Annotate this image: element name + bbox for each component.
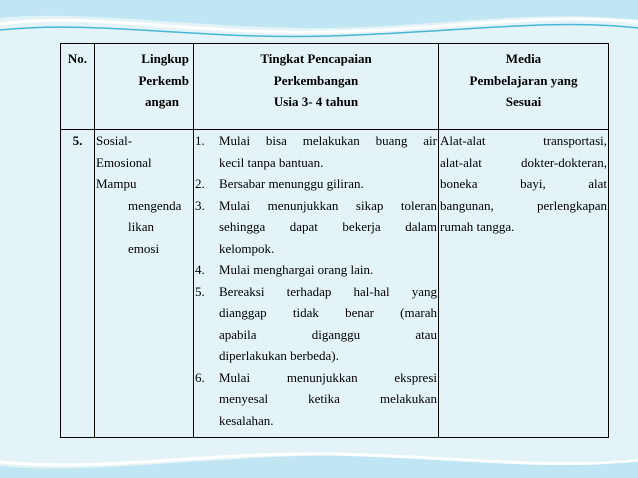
header-tingkat — [194, 44, 439, 130]
header-tingkat-line: Perkembangan — [273, 72, 359, 88]
header-lingkup — [95, 44, 194, 130]
lingkup-line: Mampu — [96, 176, 137, 191]
item-line: dianggap tidak benar (marah — [219, 305, 437, 320]
list-item — [195, 195, 437, 260]
media-line: bangunan, perlengkapan — [440, 197, 607, 213]
list-item — [195, 173, 437, 195]
item-line: Bersabar menunggu giliran. — [219, 176, 364, 191]
table-row — [61, 130, 609, 438]
item-number: 2. — [195, 176, 205, 191]
lingkup-line: Emosional — [96, 154, 152, 170]
media-line: rumah tangga. — [440, 219, 515, 234]
media-line: Alat-alat transportasi, — [440, 133, 607, 148]
row-number — [61, 130, 95, 438]
list-item — [195, 281, 437, 367]
header-tingkat-line: Usia 3- 4 tahun — [273, 94, 359, 109]
row-lingkup — [95, 130, 194, 438]
item-line: Mulai bisa melakukan buang air — [219, 133, 437, 148]
lingkup-line: likan — [128, 219, 154, 234]
media-line: boneka bayi, alat — [440, 176, 607, 191]
item-number: 1. — [195, 133, 205, 148]
row-number-text: 5. — [72, 133, 83, 148]
row-achievements — [194, 130, 439, 438]
header-lingkup-line: Perkemb — [138, 72, 189, 88]
header-tingkat-line: Tingkat Pencapaian — [260, 51, 372, 66]
item-line: Mulai menunjukkan sikap toleran — [219, 197, 437, 213]
item-number: 4. — [195, 262, 205, 277]
item-line: menyesal ketika melakukan — [219, 391, 437, 406]
header-lingkup-line: Lingkup — [141, 51, 189, 66]
list-item — [195, 259, 437, 281]
header-media-line: Sesuai — [505, 94, 542, 109]
item-number: 3. — [195, 197, 205, 213]
header-media-line: Pembelajaran yang — [469, 72, 578, 88]
achievement-list — [195, 130, 437, 431]
item-number: 6. — [195, 369, 205, 385]
header-no-text: No. — [67, 51, 88, 66]
item-line: apabila diganggu atau — [219, 326, 437, 342]
item-line: kecil tanpa bantuan. — [219, 154, 324, 170]
media-line: alat-alat dokter-dokteran, — [440, 154, 607, 170]
lingkup-line: mengenda — [128, 197, 182, 213]
table-header-row — [61, 44, 609, 130]
item-line: kelompok. — [219, 240, 275, 256]
header-lingkup-line: angan — [145, 94, 179, 109]
list-item — [195, 367, 437, 432]
development-table — [60, 43, 609, 438]
item-line: Bereaksi terhadap hal-hal yang — [219, 283, 437, 299]
header-media-line: Media — [505, 51, 542, 66]
item-line: diperlakukan berbeda). — [219, 348, 339, 363]
item-line: Mulai menghargai orang lain. — [219, 262, 374, 277]
list-item — [195, 130, 437, 173]
lingkup-line: Sosial- — [96, 133, 133, 148]
item-line: Mulai menunjukkan ekspresi — [219, 369, 437, 385]
lingkup-line: emosi — [128, 240, 160, 256]
header-no — [61, 44, 95, 130]
header-media — [439, 44, 609, 130]
row-media — [439, 130, 609, 438]
item-line: sehingga dapat bekerja dalam — [219, 219, 437, 234]
item-line: kesalahan. — [219, 412, 274, 428]
item-number: 5. — [195, 283, 205, 299]
